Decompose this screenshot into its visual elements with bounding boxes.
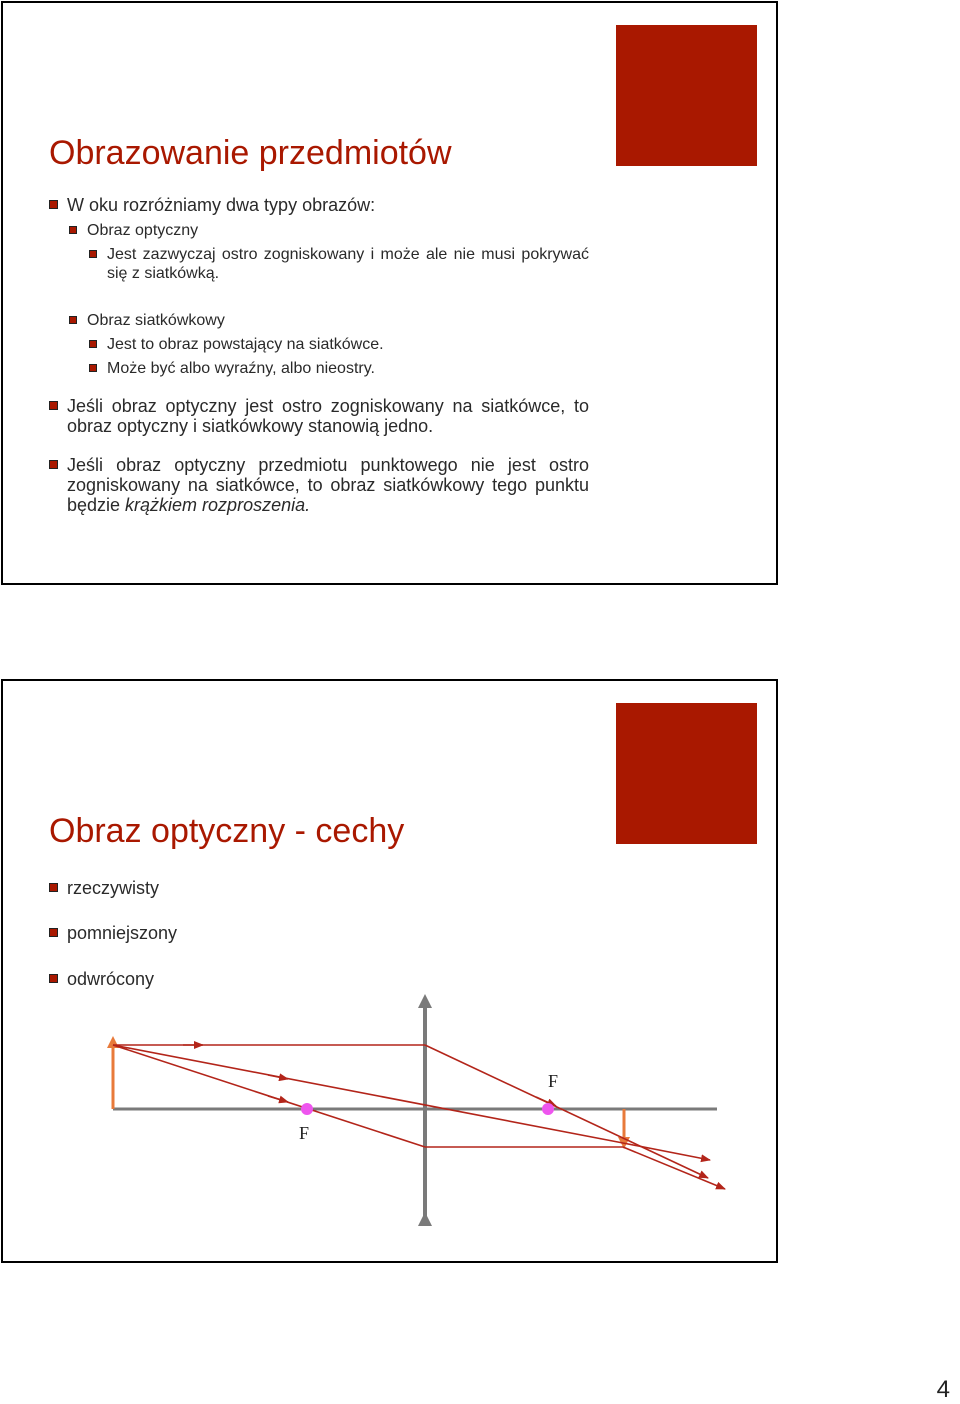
- central-ray-end: [623, 1143, 710, 1160]
- focus-label-left: F: [299, 1123, 310, 1143]
- focus-point-right: [542, 1103, 554, 1115]
- bullet-item: Jeśli obraz optyczny jest ostro zogniskowany na siatkówce, to obraz optyczny i siatkówkowy stanowią jedno.: [49, 396, 589, 436]
- list-item: odwrócony: [49, 969, 449, 989]
- bullet-item: Jest to obraz powstający na siatkówce.: [89, 335, 589, 354]
- page-number: 4: [936, 1376, 950, 1403]
- focus-point-left: [301, 1103, 313, 1115]
- slide-title: Obrazowanie przedmiotów: [49, 134, 452, 172]
- italic-term: krążkiem rozproszenia.: [125, 495, 311, 515]
- bullet-item: Obraz siatkówkowy: [69, 311, 609, 330]
- bullet-marker-icon: [49, 883, 58, 892]
- bullet-marker-icon: [49, 974, 58, 983]
- refracted-ray: [425, 1045, 708, 1178]
- bullet-marker-icon: [89, 364, 97, 372]
- accent-block: [616, 25, 757, 166]
- bullet-marker-icon: [69, 316, 77, 324]
- slide-title: Obraz optyczny - cechy: [49, 812, 405, 850]
- bullet-marker-icon: [89, 340, 97, 348]
- bullet-item: Obraz optyczny: [69, 221, 609, 240]
- bullet-marker-icon: [49, 200, 58, 209]
- bullet-item: Jest zazwyczaj ostro zogniskowany i może ale nie musi pokrywać się z siatkówką.: [89, 245, 589, 283]
- bullet-marker-icon: [89, 250, 97, 258]
- bullet-marker-icon: [69, 226, 77, 234]
- slide-2: [1, 679, 778, 1263]
- bullet-item: Może być albo wyraźny, albo nieostry.: [89, 359, 589, 378]
- bullet-marker-icon: [49, 460, 58, 469]
- focus-label-right: F: [548, 1071, 559, 1091]
- bullet-item: W oku rozróżniamy dwa typy obrazów:: [49, 195, 609, 215]
- list-item: rzeczywisty: [49, 878, 449, 898]
- ray-arrow-icon: [268, 1096, 288, 1102]
- accent-block: [616, 703, 757, 844]
- lens-ray-diagram: [93, 991, 733, 1231]
- slide-1: [1, 1, 778, 585]
- bullet-item: Jeśli obraz optyczny przedmiotu punktowego nie jest ostro zogniskowany na siatkówce, to obraz siatkówkowy tego punktu będzie krążkiem rozproszenia.: [49, 455, 589, 515]
- ray-arrow-icon: [268, 1075, 288, 1079]
- bullet-marker-icon: [49, 401, 58, 410]
- bullet-marker-icon: [49, 928, 58, 937]
- list-item: pomniejszony: [49, 923, 449, 943]
